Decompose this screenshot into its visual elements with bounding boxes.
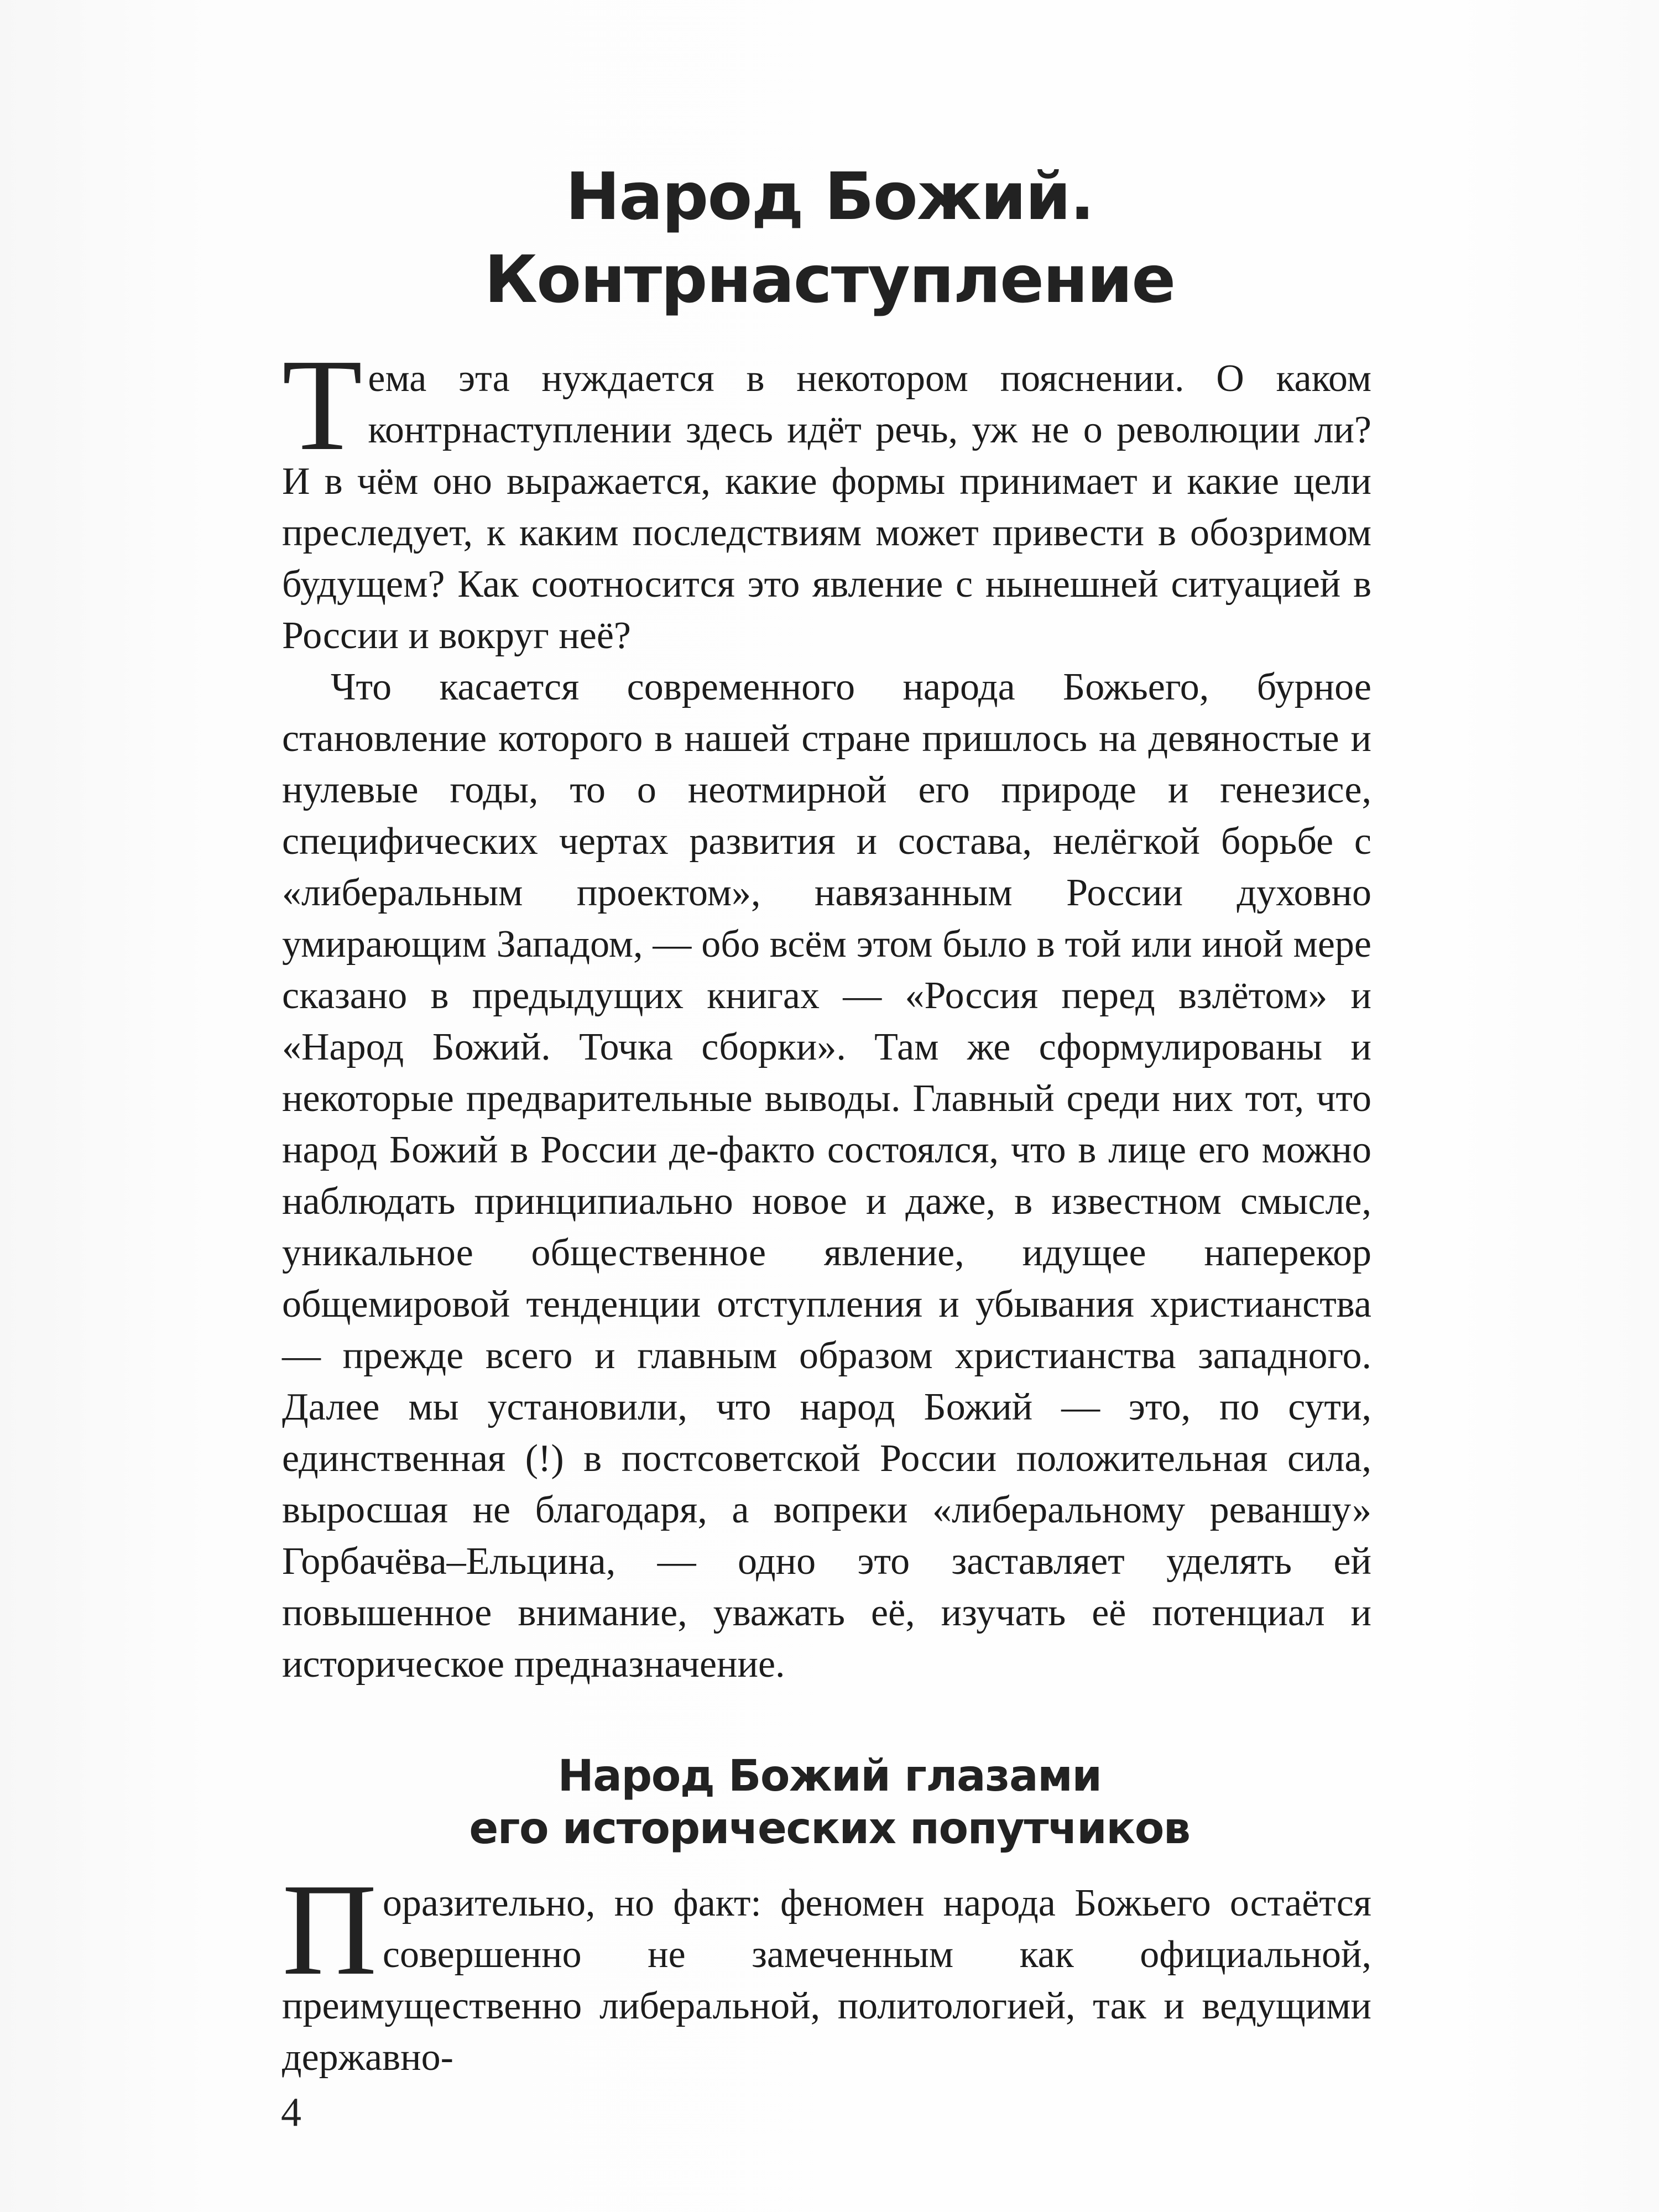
chapter-title-line-1: Народ Божий.: [565, 158, 1094, 234]
paragraph-3-text: оразительно, но факт: феномен народа Божьего остаётся совершенно не замеченным как официальной, преимущественно либеральной, политологией, так и ведущими державно-: [282, 1882, 1371, 2079]
drop-cap-2: П: [282, 1857, 377, 2002]
paragraph-1-text: ема эта нуждается в некотором пояснении. О каком контрнаступлении здесь идёт речь, уж не о революции ли? И в чём оно выражается, какие формы принимает и какие цели преследует, к каким последствиям может привести в обозримом будущем? Как соотносится это явление с нынешней ситуацией в России и вокруг неё?: [282, 357, 1371, 657]
chapter-title: [276, 155, 1383, 321]
section-subtitle: [276, 1750, 1383, 1855]
page-number: 4: [281, 2090, 301, 2135]
section-subtitle-line-1: Народ Божий глазами: [557, 1751, 1102, 1801]
section-2-text: [282, 1857, 1371, 2083]
section-1-text: [282, 332, 1371, 1690]
section-subtitle-line-2: его исторических попутчиков: [469, 1804, 1190, 1854]
chapter-title-line-2: Контрнаступление: [484, 241, 1175, 317]
paragraph-3: [282, 1857, 1371, 2083]
paragraph-2: Что касается современного народа Божьего, бурное становление которого в нашей стране пришлось на девяностые и нулевые годы, то о неотмирной его природе и генезисе, специфических чертах развития и состава, нелёгкой борьбе с «либеральным проектом», навязанным России духовно умирающим Западом, — обо всём этом было в той или иной мере сказано в предыдущих книгах — «Россия перед взлётом» и «Народ Божий. Точка сборки». Там же сформулированы и некоторые предварительные выводы. Главный среди них тот, что народ Божий в России де-факто состоялся, что в лице его можно наблюдать принципиально новое и даже, в известном смысле, уникальное общественное явление, идущее наперекор общемировой тенденции отступления и убывания христианства — прежде всего и главным образом христианства западного. Далее мы установили, что народ Божий — это, по сути, единственная (!) в постсоветской России положительная сила, выросшая не благодаря, а вопреки «либеральному реваншу» Горбачёва–Ельцина, — одно это заставляет уделять ей повышенное внимание, уважать её, изучать её потенциал и историческое предназначение.: [282, 666, 1371, 1686]
drop-cap: Т: [282, 332, 363, 478]
paragraph-1: [282, 332, 1371, 661]
